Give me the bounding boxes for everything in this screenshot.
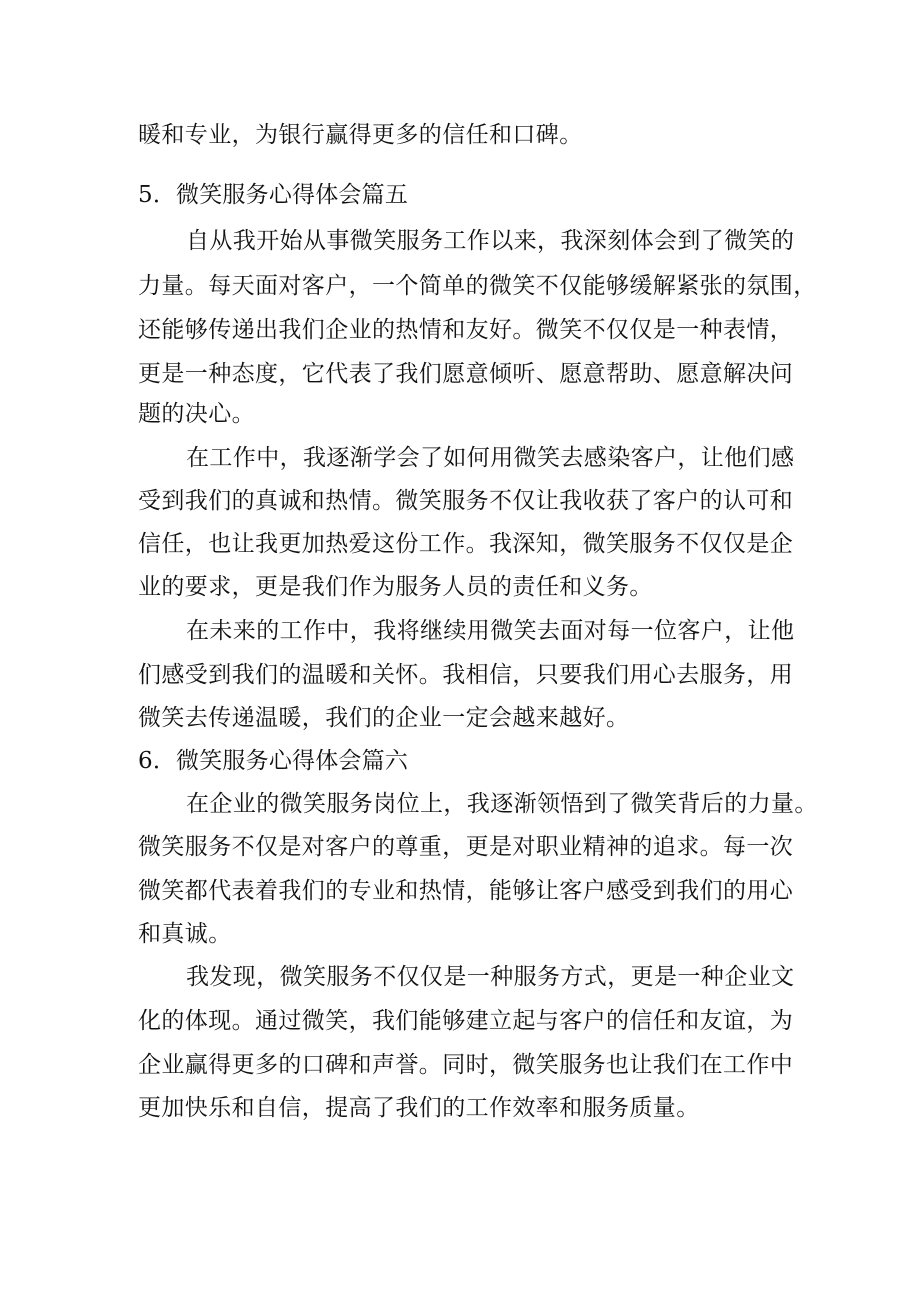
paragraph-line: 自从我开始从事微笑服务工作以来，我深刻体会到了微笑的 [186, 228, 795, 254]
paragraph-line: 信任，也让我更加热爱这份工作。我深知，微笑服务不仅仅是企 [138, 531, 794, 557]
paragraph-line: 受到我们的真诚和热情。微笑服务不仅让我收获了客户的认可和 [138, 488, 794, 514]
paragraph-line: 们感受到我们的温暖和关怀。我相信，只要我们用心去服务，用 [138, 662, 794, 688]
paragraph-line: 业的要求，更是我们作为服务人员的责任和义务。 [138, 574, 653, 600]
paragraph-line: 和真诚。 [138, 921, 232, 947]
section-heading-5: 5．微笑服务心得体会篇五 [138, 182, 409, 208]
paragraph-continuation-line: 暖和专业，为银行赢得更多的信任和口碑。 [138, 122, 583, 148]
paragraph-line: 微笑去传递温暖，我们的企业一定会越来越好。 [138, 705, 630, 731]
paragraph-line: 题的决心。 [138, 401, 255, 427]
paragraph-line: 还能够传递出我们企业的热情和友好。微笑不仅仅是一种表情， [138, 317, 794, 343]
paragraph-line: 我发现，微笑服务不仅仅是一种服务方式，更是一种企业文 [186, 964, 795, 990]
paragraph-line: 在企业的微笑服务岗位上，我逐渐领悟到了微笑背后的力量。 [186, 791, 818, 817]
section-heading-6: 6．微笑服务心得体会篇六 [138, 748, 409, 774]
paragraph-line: 在工作中，我逐渐学会了如何用微笑去感染客户，让他们感 [186, 445, 795, 471]
paragraph-line: 微笑都代表着我们的专业和热情，能够让客户感受到我们的用心 [138, 878, 794, 904]
paragraph-line: 更加快乐和自信，提高了我们的工作效率和服务质量。 [138, 1095, 700, 1121]
paragraph-line: 微笑服务不仅是对客户的尊重，更是对职业精神的追求。每一次 [138, 834, 794, 860]
paragraph-line: 力量。每天面对客户，一个简单的微笑不仅能够缓解紧张的氛围， [138, 273, 817, 299]
paragraph-line: 在未来的工作中，我将继续用微笑去面对每一位客户，让他 [186, 618, 795, 644]
paragraph-line: 更是一种态度，它代表了我们愿意倾听、愿意帮助、愿意解决问 [138, 361, 794, 387]
paragraph-line: 企业赢得更多的口碑和声誉。同时，微笑服务也让我们在工作中 [138, 1052, 794, 1078]
paragraph-line: 化的体现。通过微笑，我们能够建立起与客户的信任和友谊，为 [138, 1008, 794, 1034]
